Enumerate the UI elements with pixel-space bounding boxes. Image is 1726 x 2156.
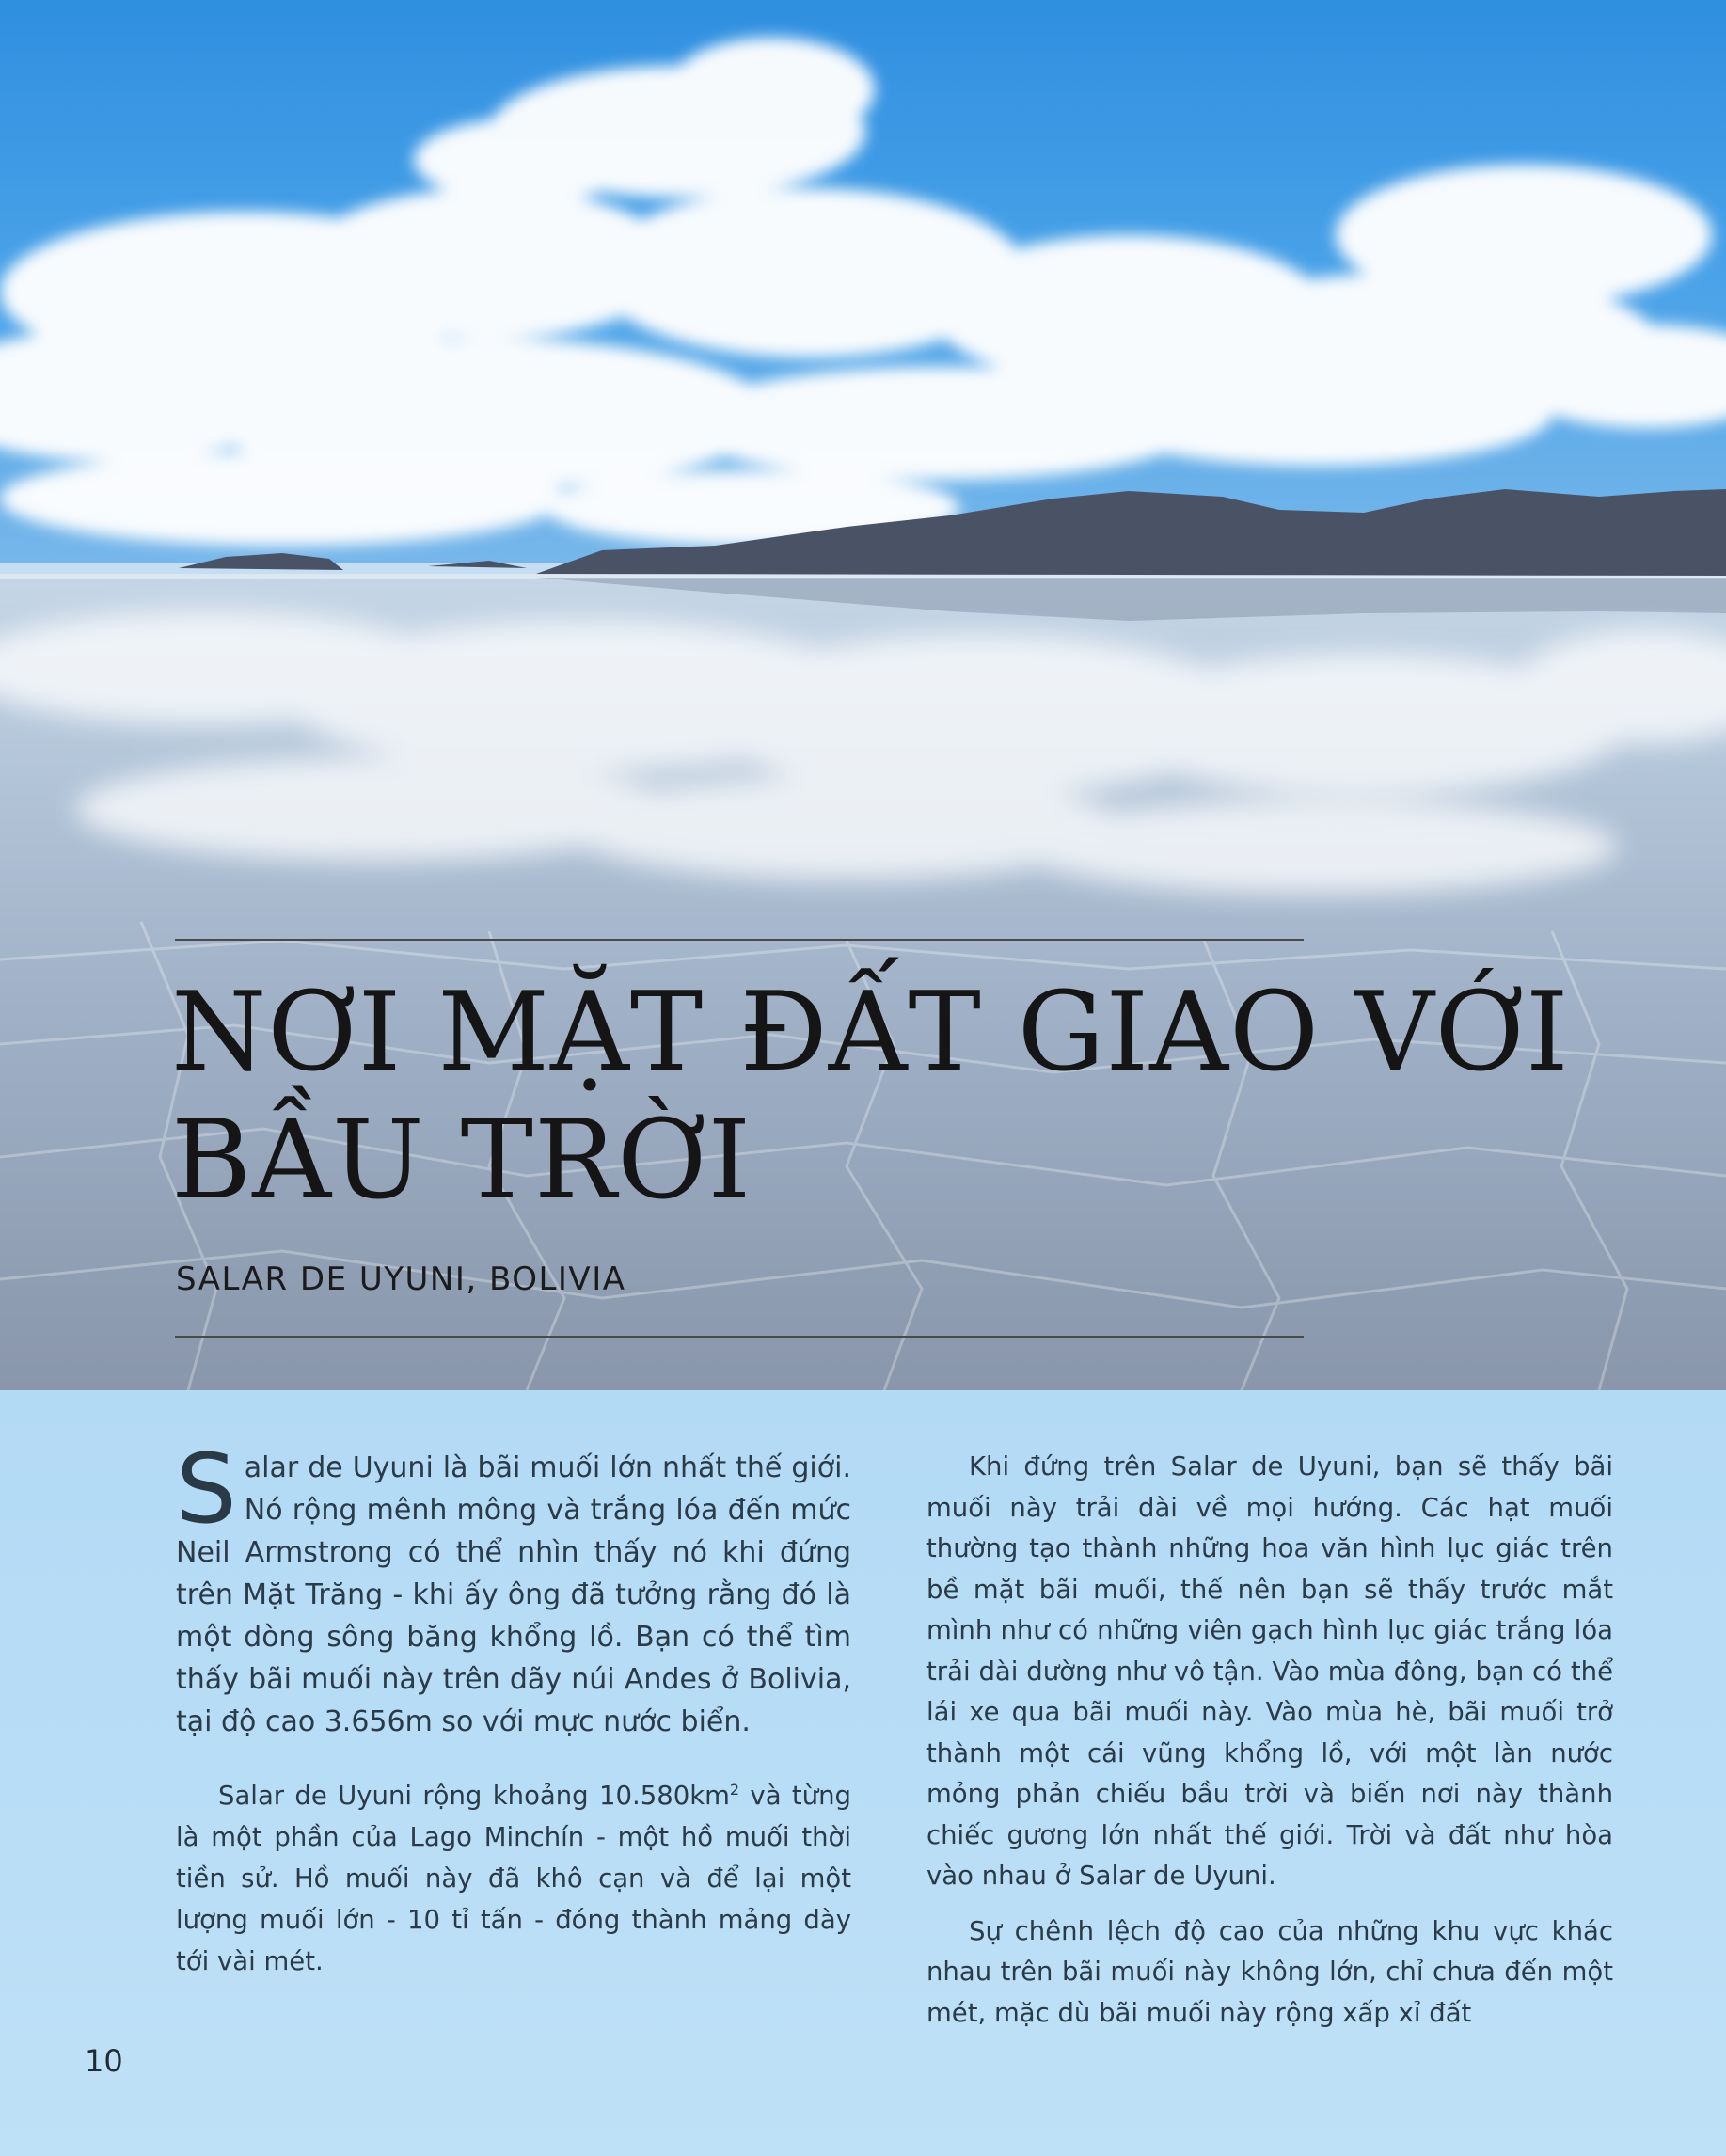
- left-paragraph-1: [176, 1434, 851, 1743]
- left-column: [176, 1434, 851, 1982]
- right-paragraph-2: Sự chênh lệch độ cao của những khu vực khác nhau trên bãi muối này không lớn, chỉ chưa đến một mét, mặc dù bãi muối này rộng xấp xỉ đất: [926, 1915, 1613, 2028]
- superscript: 2: [729, 1781, 740, 1799]
- left-paragraph-2-text-a: Salar de Uyuni rộng khoảng 10.580km: [218, 1781, 730, 1812]
- drop-cap: S: [176, 1434, 237, 1546]
- clouds: [0, 38, 1726, 546]
- title-rule-top: [175, 939, 1304, 941]
- right-paragraph-1: Khi đứng trên Salar de Uyuni, bạn sẽ thấy bãi muối này trải dài về mọi hướng. Các hạt muối thường tạo thành những hoa văn hình lục giác trên bề mặt bãi muối, thế nên bạn sẽ thấy trước mắt mình như có những viên gạch hình lục giác trắng lóa trải dài dường như vô tận. Vào mùa đông, bạn có thể lái xe qua bãi muối này. Vào mùa hè, bãi muối trở thành một cái vũng khổng lồ, với một làn nước mỏng phản chiếu bầu trời và biến nơi này thành chiếc gương lớn nhất thế giới. Trời và đất như hòa vào nhau ở Salar de Uyuni.: [926, 1451, 1613, 1891]
- title-line-2: BẦU TRỜI: [171, 1097, 752, 1224]
- article-title: [171, 969, 1639, 1225]
- article-subtitle: SALAR DE UYUNI, BOLIVIA: [176, 1260, 626, 1298]
- title-rule-bottom: [175, 1336, 1304, 1338]
- right-column: [926, 1447, 1613, 2034]
- left-paragraph-2: [176, 1769, 851, 1982]
- page-number: 10: [85, 2043, 123, 2079]
- left-paragraph-1-text: alar de Uyuni là bãi muối lớn nhất thế giới. Nó rộng mênh mông và trắng lóa đến mức Neil Armstrong có thể nhìn thấy nó khi đứng trên Mặt Trăng - khi ấy ông đã tưởng rằng đó là một dòng sông băng khổng lồ. Bạn có thể tìm thấy bãi muối này trên dãy núi Andes ở Bolivia, tại độ cao 3.656m so với mực nước biển.: [176, 1451, 851, 1738]
- left-paragraph-2-text-b: và từng là một phần của Lago Minchín - một hồ muối thời tiền sử. Hồ muối này đã khô cạn và để lại một lượng muối lớn - 10 tỉ tấn - đóng thành mảng dày tới vài mét.: [176, 1781, 851, 1977]
- title-line-1: NƠI MẶT ĐẤT GIAO VỚI: [171, 969, 1570, 1096]
